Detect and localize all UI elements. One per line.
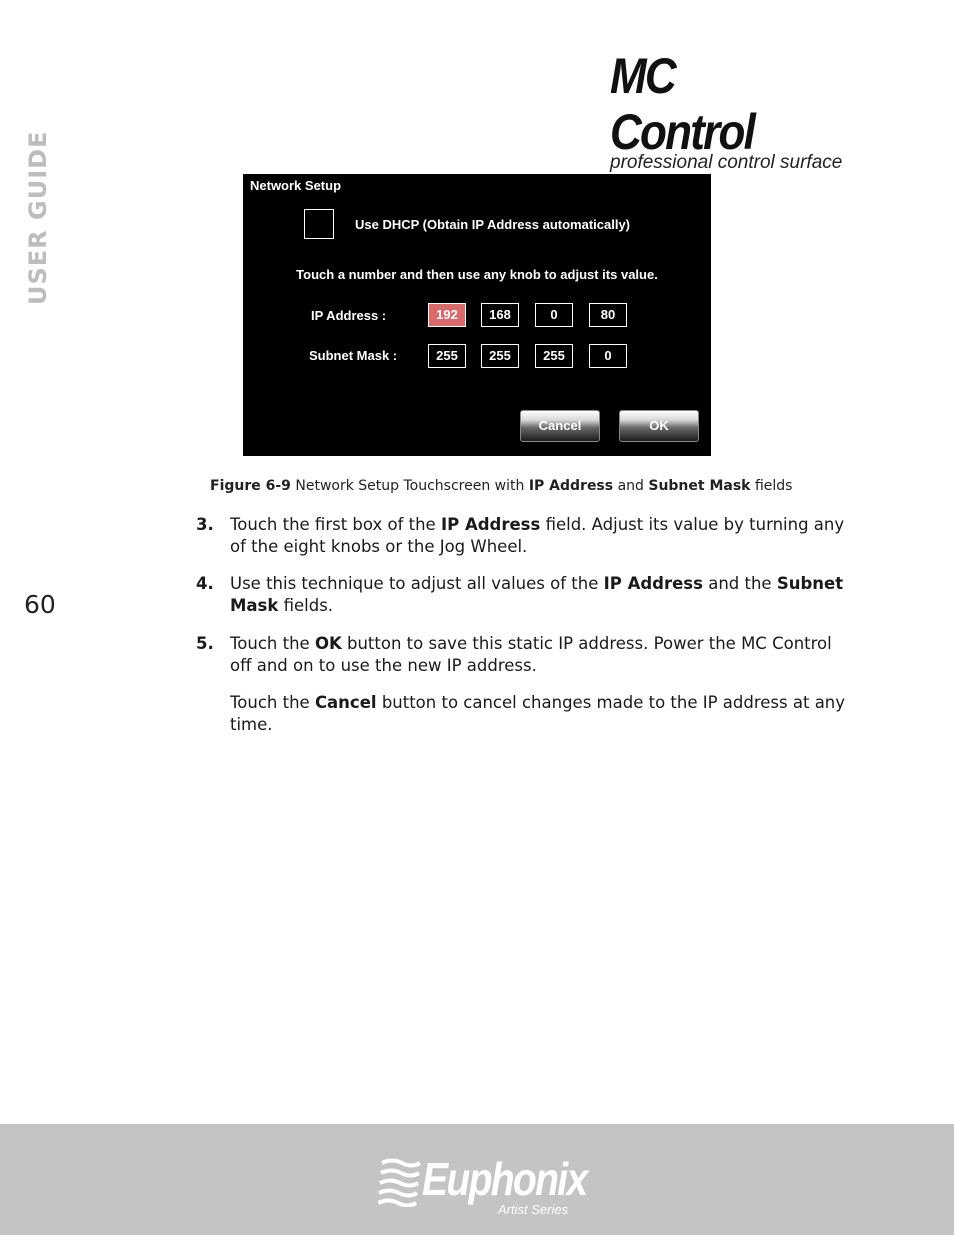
step-4	[196, 573, 856, 617]
ip-address-label: IP Address :	[311, 308, 387, 323]
footer-series: Artist Series	[498, 1202, 569, 1217]
footer-brand: Euphonix	[422, 1153, 587, 1205]
ip-octet-4[interactable]: 80	[589, 303, 627, 327]
cancel-button[interactable]: Cancel	[520, 410, 600, 442]
caption-text: Network Setup Touchscreen with	[295, 478, 525, 494]
euphonix-logo	[378, 1154, 588, 1220]
step-bold: IP Address	[603, 574, 703, 593]
step-text: fields.	[283, 596, 334, 615]
step-5	[196, 633, 856, 677]
mc-control-logo	[610, 48, 850, 174]
figure-caption	[210, 478, 792, 494]
mask-octet-1[interactable]: 255	[428, 344, 466, 368]
step-number: 3.	[196, 515, 214, 534]
brand-title: MC Control	[610, 48, 755, 160]
caption-bold: IP Address	[528, 478, 614, 494]
step-text: field. Adjust its value by turning any of the eight knobs or the Jog Wheel.	[230, 515, 845, 556]
user-guide-label: USER GUIDE	[24, 130, 52, 305]
cancel-note	[196, 692, 856, 736]
mask-octet-4[interactable]: 0	[589, 344, 627, 368]
step-bold: IP Address	[440, 515, 541, 534]
step-text: Touch the	[230, 634, 310, 653]
page-footer	[0, 1124, 954, 1235]
step-number: 4.	[196, 574, 214, 593]
note-text: Touch the	[230, 693, 310, 712]
ip-octet-1[interactable]: 192	[428, 303, 466, 327]
mask-octet-3[interactable]: 255	[535, 344, 573, 368]
dhcp-label: Use DHCP (Obtain IP Address automatically)	[355, 217, 630, 232]
ok-button[interactable]: OK	[619, 410, 699, 442]
page-number: 60	[24, 590, 56, 619]
waves-icon	[378, 1157, 422, 1207]
network-setup-screen	[243, 174, 711, 456]
note-text: button to cancel changes made to the IP address at any time.	[230, 693, 846, 734]
caption-bold: Subnet Mask	[648, 478, 751, 494]
step-number: 5.	[196, 634, 214, 653]
step-text: button to save this static IP address. Power the MC Control off and on to use the new IP address.	[230, 634, 832, 675]
figure-number: Figure 6-9	[210, 478, 291, 494]
step-3	[196, 514, 856, 558]
ip-octet-2[interactable]: 168	[481, 303, 519, 327]
screen-title: Network Setup	[250, 178, 342, 193]
step-text: Touch the first box of the	[230, 515, 436, 534]
ip-octet-3[interactable]: 0	[535, 303, 573, 327]
step-text: and the	[708, 574, 772, 593]
caption-text: and	[617, 478, 644, 494]
caption-text: fields	[754, 478, 793, 494]
step-bold: Subnet Mask	[230, 574, 844, 615]
step-text: Use this technique to adjust all values of the	[230, 574, 599, 593]
step-bold: OK	[314, 634, 342, 653]
brand-tagline: professional control surface	[610, 152, 843, 173]
dhcp-checkbox[interactable]	[304, 209, 334, 239]
mask-octet-2[interactable]: 255	[481, 344, 519, 368]
instruction-text: Touch a number and then use any knob to adjust its value.	[296, 267, 658, 282]
subnet-mask-label: Subnet Mask :	[309, 348, 398, 363]
note-bold: Cancel	[314, 693, 377, 712]
